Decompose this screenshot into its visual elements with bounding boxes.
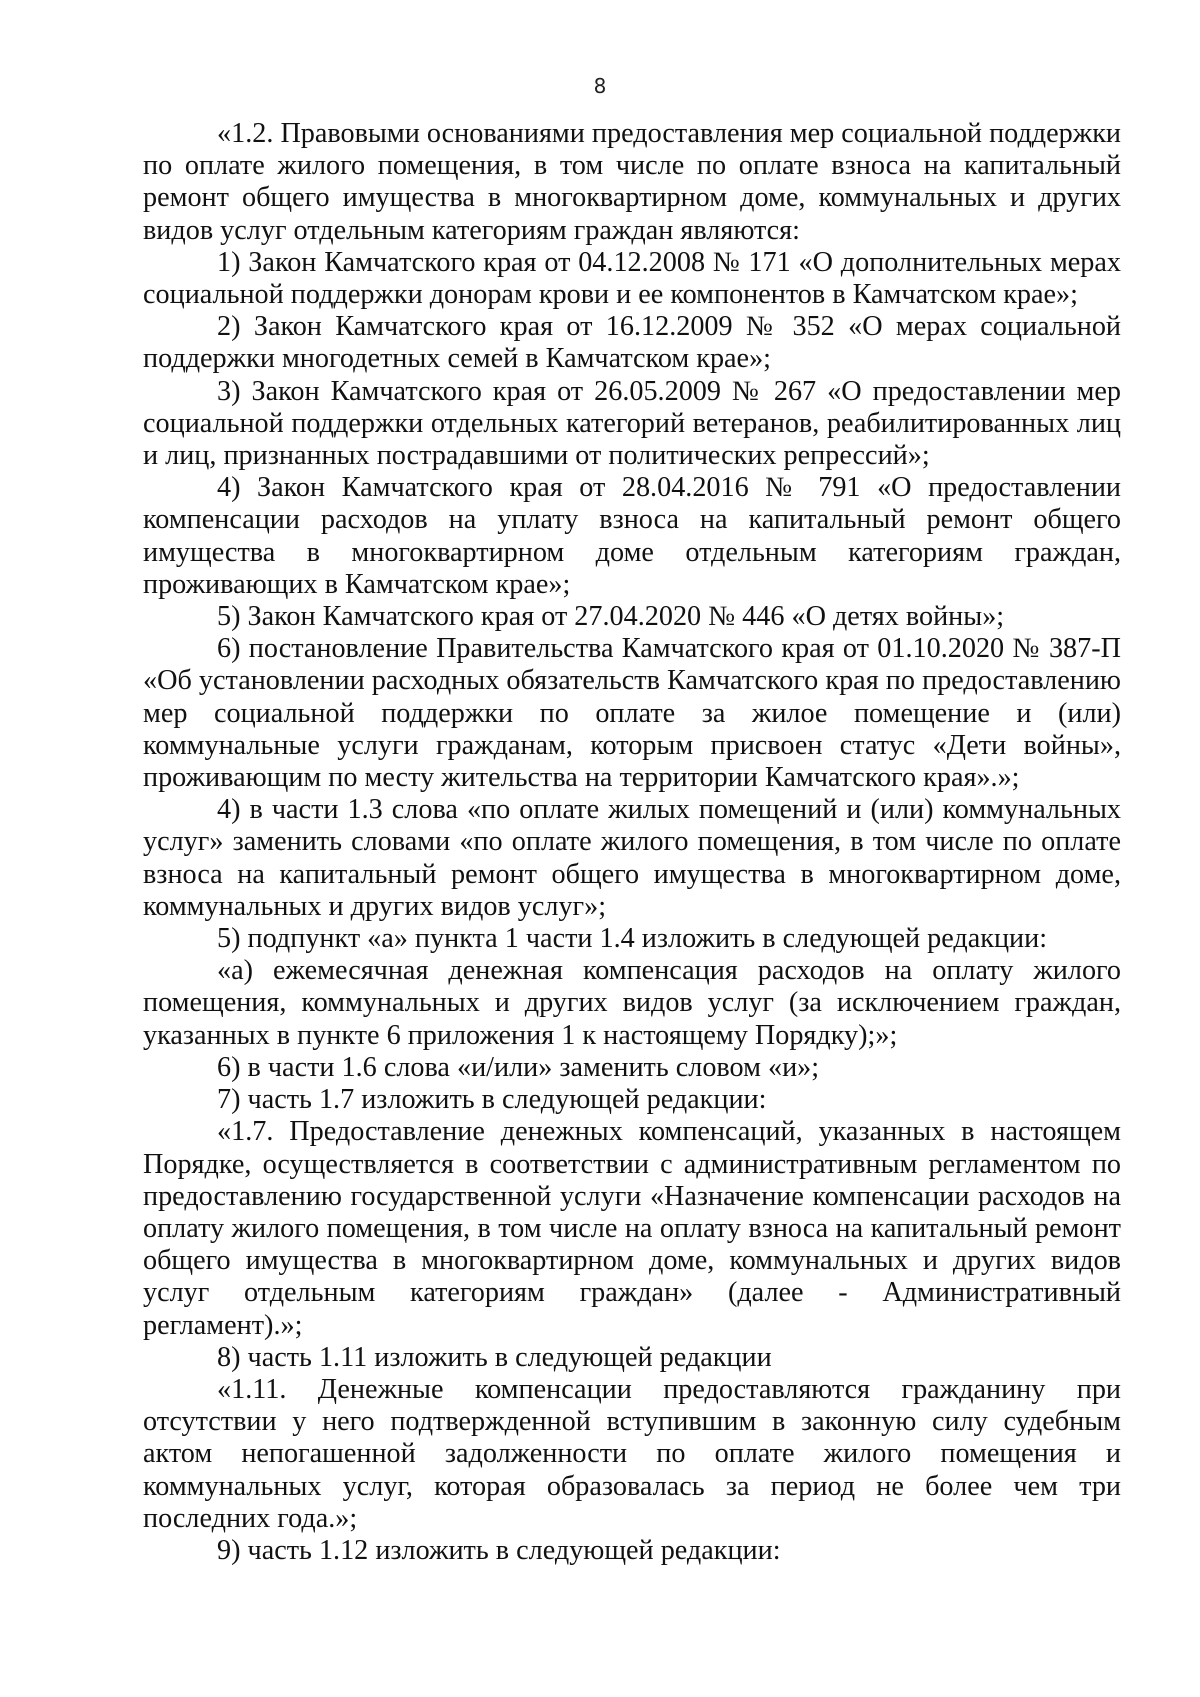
paragraph-amend-1-3: 4) в части 1.3 слова «по оплате жилых помещений и (или) коммунальных услуг» заменить словами «по оплате жилого помещения, в том числе по оплате взноса на капитальный ремонт общего имущества в многоквартирном доме, коммунальных и других видов услуг»; (143, 794, 1121, 922)
document-body (143, 118, 1121, 1567)
paragraph-resolution-387p: 6) постановление Правительства Камчатского края от 01.10.2020 № 387-П «Об установлении расходных обязательств Камчатского края по предоставлению мер социальной поддержки по оплате за жилое помещение и (или) коммунальные услуги гражданам, которым присвоен статус «Дети войны», проживающим по месту жительства на территории Камчатского края».»; (143, 633, 1121, 794)
paragraph-law-267: 3) Закон Камчатского края от 26.05.2009 № 267 «О предоставлении мер социальной поддержки отдельных категорий ветеранов, реабилитированных лиц и лиц, признанных пострадавшими от политических репрессий»; (143, 375, 1121, 472)
page-number: 8 (593, 74, 607, 98)
paragraph-1-11-text: «1.11. Денежные компенсации предоставляются гражданину при отсутствии у него подтвержденной вступившим в законную силу судебным актом непогашенной задолженности по оплате жилого помещения и коммунальных услуг, которая образовалась за период не более чем три последних года.»; (143, 1373, 1121, 1534)
paragraph-law-791: 4) Закон Камчатского края от 28.04.2016 № 791 «О предоставлении компенсации расходов на уплату взноса на капитальный ремонт общего имущества в многоквартирном доме отдельным категориям граждан, проживающих в Камчатском крае»; (143, 472, 1121, 600)
paragraph-law-171: 1) Закон Камчатского края от 04.12.2008 № 171 «О дополнительных мерах социальной поддержки донорам крови и ее компонентов в Камчатском крае»; (143, 246, 1121, 311)
paragraph-amend-1-7: 7) часть 1.7 изложить в следующей редакции: (217, 1084, 767, 1116)
paragraph-amend-1-11: 8) часть 1.11 изложить в следующей редакции (217, 1341, 772, 1373)
paragraph-1-7-text: «1.7. Предоставление денежных компенсаций, указанных в настоящем Порядке, осуществляется в соответствии с административным регламентом по предоставлению государственной услуги «Назначение компенсации расходов на оплату жилого помещения, в том числе на оплату взноса на капитальный ремонт общего имущества в многоквартирном доме, коммунальных и других видов услуг отдельным категориям граждан» (далее - Административный регламент).»; (143, 1116, 1121, 1341)
paragraph-amend-1-6: 6) в части 1.6 слова «и/или» заменить словом «и»; (217, 1051, 820, 1083)
paragraph-amend-1-12: 9) часть 1.12 изложить в следующей редакции: (217, 1534, 781, 1566)
paragraph-law-352: 2) Закон Камчатского края от 16.12.2009 № 352 «О мерах социальной поддержки многодетных семей в Камчатском крае»; (143, 311, 1121, 375)
paragraph-subitem-a: «а) ежемесячная денежная компенсация расходов на оплату жилого помещения, коммунальных и других видов услуг (за исключением граждан, указанных в пункте 6 приложения 1 к настоящему Порядку);»; (143, 955, 1121, 1051)
paragraph-law-446: 5) Закон Камчатского края от 27.04.2020 № 446 «О детях войны»; (217, 601, 1005, 633)
paragraph-1-2-intro: «1.2. Правовыми основаниями предоставления мер социальной поддержки по оплате жилого помещения, в том числе по оплате взноса на капитальный ремонт общего имущества в многоквартирном доме, коммунальных и других видов услуг отдельным категориям граждан являются: (143, 118, 1121, 246)
paragraph-amend-1-4: 5) подпункт «а» пункта 1 части 1.4 изложить в следующей редакции: (217, 923, 1048, 955)
